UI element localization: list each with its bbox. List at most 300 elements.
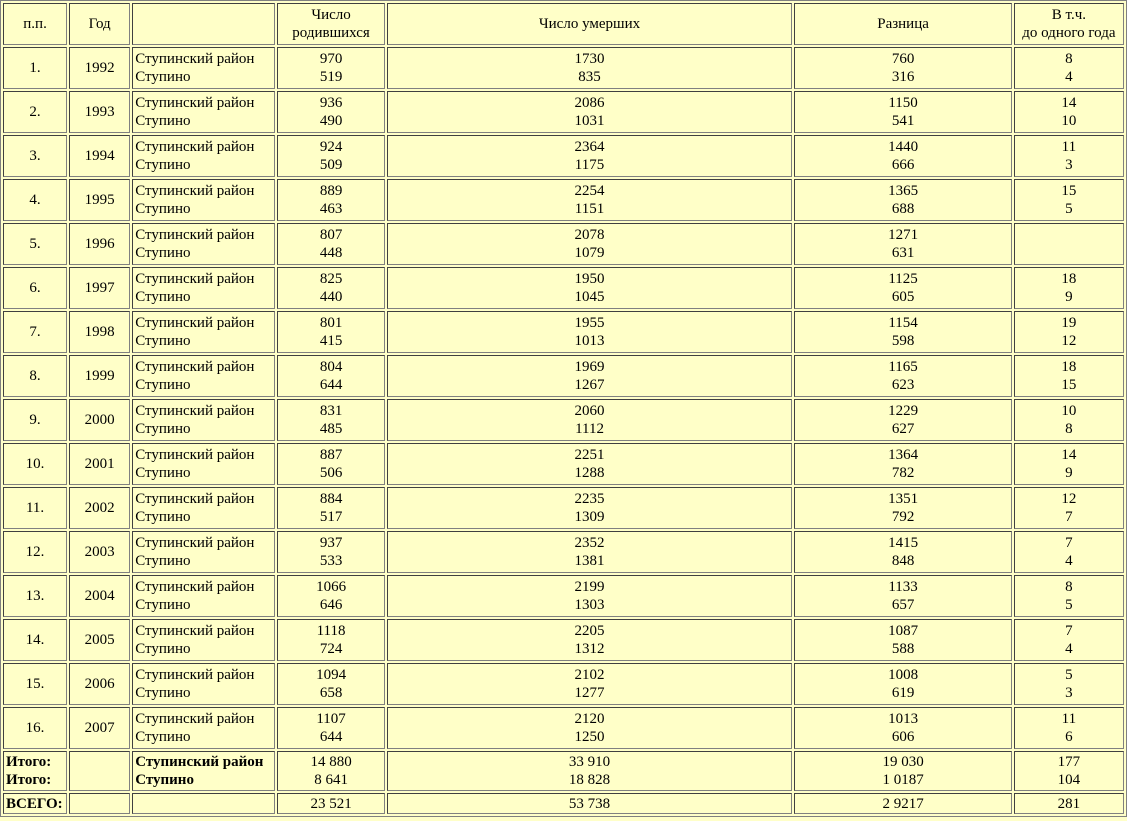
row-diff-2: 782 [891,465,915,481]
row-died-1: 2364 [574,139,605,155]
row-infant [1014,399,1124,441]
row-born [277,663,384,705]
row-infant-1: 18 [1061,271,1077,287]
row-infant-1: 11 [1061,711,1077,727]
row-area [132,531,275,573]
row-died-1: 2235 [574,491,605,507]
row-diff-1: 1271 [888,227,919,243]
row-infant-2: 8 [1065,421,1073,437]
row-area-2: Ступино [135,157,191,173]
row-born [277,531,384,573]
row-diff-1: 1154 [888,315,918,331]
row-born-2: 490 [319,113,343,129]
row-born-2: 509 [319,157,343,173]
row-diff [794,707,1011,749]
row-area [132,47,275,89]
row-infant [1014,311,1124,353]
row-died [387,91,793,133]
header-row [3,3,1124,45]
row-died-2: 1031 [574,113,605,129]
row-diff-2: 606 [891,729,915,745]
row-infant [1014,443,1124,485]
row-area-1: Ступинский район [135,271,255,287]
row-infant [1014,267,1124,309]
table-row [3,707,1124,749]
row-area-2: Ступино [135,201,191,217]
grand-born: 23 521 [277,793,384,814]
row-born-2: 646 [319,597,343,613]
row-died [387,399,793,441]
row-diff-2: 792 [891,509,915,525]
grand-year-empty [69,793,130,814]
row-year: 1995 [69,179,130,221]
row-area-1: Ступинский район [135,491,255,507]
header-born-line2: родившихся [292,25,370,41]
row-died [387,267,793,309]
row-died-1: 1950 [574,271,605,287]
row-died-2: 1151 [574,201,605,217]
table-row [3,443,1124,485]
row-died-2: 835 [578,69,601,85]
row-died-2: 1267 [574,377,605,393]
row-number: 15. [3,663,67,705]
row-died [387,707,793,749]
grand-infant: 281 [1014,793,1124,814]
table-row [3,311,1124,353]
row-area-2: Ступино [135,641,191,657]
row-infant-2: 4 [1065,69,1073,85]
row-number: 4. [3,179,67,221]
row-area-1: Ступинский район [135,315,255,331]
row-number: 12. [3,531,67,573]
table-row [3,531,1124,573]
row-diff [794,531,1011,573]
row-diff-2: 627 [891,421,915,437]
header-infant-line1: В т.ч. [1051,7,1086,23]
row-born-1: 801 [319,315,343,331]
row-area [132,707,275,749]
totals-diff-1: 19 030 [882,754,924,770]
row-number: 6. [3,267,67,309]
row-born-1: 804 [319,359,343,375]
row-died [387,531,793,573]
row-infant-1: 11 [1061,139,1077,155]
row-diff-1: 760 [891,51,915,67]
row-diff-1: 1165 [888,359,918,375]
row-infant-1: 5 [1065,667,1073,683]
row-infant-1: 8 [1065,51,1073,67]
row-born-1: 889 [319,183,343,199]
row-died-1: 2199 [574,579,605,595]
row-number: 2. [3,91,67,133]
totals-area-2: Ступино [135,772,194,788]
row-area-2: Ступино [135,509,191,525]
row-diff-2: 598 [891,333,915,349]
row-infant [1014,619,1124,661]
row-area-1: Ступинский район [135,227,255,243]
row-died-1: 1730 [574,51,605,67]
row-area-2: Ступино [135,69,191,85]
header-died: Число умерших [387,3,793,45]
row-born [277,91,384,133]
row-number: 14. [3,619,67,661]
totals-born-1: 14 880 [310,754,352,770]
row-died [387,443,793,485]
totals-infant [1014,751,1124,791]
row-infant-1: 18 [1061,359,1077,375]
header-infant-line2: до одного года [1022,25,1116,41]
row-area-1: Ступинский район [135,623,255,639]
table-row [3,179,1124,221]
row-area-2: Ступино [135,333,191,349]
totals-died-2: 18 828 [568,772,611,788]
row-year: 1996 [69,223,130,265]
row-area-2: Ступино [135,729,191,745]
row-infant [1014,223,1124,265]
row-diff [794,223,1011,265]
row-infant-2: 15 [1061,377,1077,393]
table-row [3,399,1124,441]
header-num: п.п. [3,3,67,45]
row-died [387,179,793,221]
row-number: 9. [3,399,67,441]
row-died-1: 1969 [574,359,605,375]
table-row [3,487,1124,529]
row-diff-2: 631 [891,245,915,261]
row-born-1: 936 [319,95,343,111]
table-row [3,663,1124,705]
table-row [3,619,1124,661]
row-born-2: 440 [319,289,343,305]
totals-born [277,751,384,791]
row-infant [1014,575,1124,617]
row-diff-1: 1364 [888,447,919,463]
totals-diff-2: 1 0187 [882,772,924,788]
row-number: 7. [3,311,67,353]
row-diff-1: 1013 [888,711,919,727]
header-born-line1: Число [311,7,351,23]
row-born-2: 517 [319,509,343,525]
row-diff [794,91,1011,133]
row-died [387,355,793,397]
row-area [132,443,275,485]
row-year: 2006 [69,663,130,705]
row-year: 2004 [69,575,130,617]
row-diff [794,267,1011,309]
row-born [277,135,384,177]
header-born [277,3,384,45]
row-diff-2: 619 [891,685,915,701]
row-born [277,47,384,89]
row-died-1: 2120 [574,711,605,727]
row-born [277,707,384,749]
row-infant-1: 14 [1061,447,1077,463]
row-diff-2: 588 [891,641,915,657]
row-number: 5. [3,223,67,265]
table-row [3,47,1124,89]
row-died-1: 2060 [574,403,605,419]
row-infant [1014,91,1124,133]
row-died-1: 2078 [574,227,605,243]
row-born [277,311,384,353]
row-died-1: 2205 [574,623,605,639]
row-area [132,223,275,265]
row-diff [794,47,1011,89]
row-infant [1014,179,1124,221]
row-diff-1: 1150 [888,95,918,111]
row-infant [1014,355,1124,397]
row-area [132,91,275,133]
row-area-1: Ступинский район [135,183,255,199]
row-born-1: 1094 [316,667,347,683]
row-diff-2: 688 [891,201,915,217]
row-area [132,487,275,529]
row-died [387,575,793,617]
row-born-2: 506 [319,465,343,481]
row-diff-2: 316 [891,69,915,85]
row-born-1: 831 [319,403,343,419]
row-area-1: Ступинский район [135,95,255,111]
row-died [387,619,793,661]
row-year: 1999 [69,355,130,397]
row-area-1: Ступинский район [135,51,255,67]
row-diff-2: 848 [891,553,915,569]
row-year: 2007 [69,707,130,749]
row-number: 3. [3,135,67,177]
row-area [132,355,275,397]
row-diff [794,179,1011,221]
row-area [132,575,275,617]
totals-row [3,751,1124,791]
row-infant-2: 5 [1065,597,1073,613]
row-infant-1: 8 [1065,579,1073,595]
table-row [3,91,1124,133]
row-area [132,267,275,309]
row-diff-1: 1133 [888,579,918,595]
row-born [277,575,384,617]
row-died-1: 2102 [574,667,605,683]
totals-infant-1: 177 [1057,754,1081,770]
row-born-1: 924 [319,139,343,155]
row-infant [1014,487,1124,529]
row-died [387,135,793,177]
row-died [387,663,793,705]
row-born [277,267,384,309]
header-year: Год [69,3,130,45]
row-infant-2: 10 [1061,113,1077,129]
row-born-2: 533 [319,553,343,569]
row-diff-1: 1415 [888,535,919,551]
row-infant-1: 10 [1061,403,1077,419]
row-year: 1993 [69,91,130,133]
row-born-2: 448 [319,245,343,261]
table-row [3,355,1124,397]
totals-label-1: Итого: [6,754,52,770]
row-born-2: 724 [319,641,343,657]
row-died-1: 2251 [574,447,605,463]
row-area [132,179,275,221]
row-born-1: 1066 [316,579,347,595]
row-diff [794,619,1011,661]
row-area-2: Ступино [135,553,191,569]
row-born [277,179,384,221]
table-row [3,575,1124,617]
row-died-1: 2254 [574,183,605,199]
row-born-2: 644 [319,729,343,745]
row-year: 2002 [69,487,130,529]
row-number: 1. [3,47,67,89]
row-infant-2: 6 [1065,729,1073,745]
row-diff-1: 1440 [888,139,919,155]
grand-area-empty [132,793,275,814]
row-infant-2: 9 [1065,289,1073,305]
row-infant-1: 15 [1061,183,1077,199]
row-born-1: 1118 [316,623,346,639]
row-diff [794,399,1011,441]
row-area [132,399,275,441]
row-area-2: Ступино [135,245,191,261]
row-infant-2: 4 [1065,553,1073,569]
row-area-1: Ступинский район [135,447,255,463]
row-born-1: 887 [319,447,343,463]
row-area-1: Ступинский район [135,359,255,375]
row-diff-1: 1125 [888,271,918,287]
row-died-2: 1250 [574,729,605,745]
row-born-1: 884 [319,491,343,507]
row-died-2: 1112 [575,421,604,437]
grand-died: 53 738 [387,793,793,814]
row-died [387,47,793,89]
row-infant-1: 7 [1065,623,1073,639]
row-diff [794,135,1011,177]
row-area [132,135,275,177]
grand-total-row [3,793,1124,814]
row-diff-1: 1365 [888,183,919,199]
totals-died [387,751,793,791]
row-died [387,311,793,353]
row-died-2: 1013 [574,333,605,349]
row-number: 16. [3,707,67,749]
row-born [277,355,384,397]
totals-died-1: 33 910 [568,754,611,770]
row-born [277,399,384,441]
row-born-2: 463 [319,201,343,217]
row-area-2: Ступино [135,597,191,613]
row-died-2: 1303 [574,597,605,613]
row-died-2: 1288 [574,465,605,481]
row-died-2: 1312 [574,641,605,657]
row-year: 2003 [69,531,130,573]
row-infant [1014,663,1124,705]
row-year: 1998 [69,311,130,353]
table-row [3,267,1124,309]
row-diff-1: 1087 [888,623,919,639]
grand-diff: 2 9217 [794,793,1011,814]
row-died [387,487,793,529]
row-diff-2: 605 [891,289,915,305]
totals-area [132,751,275,791]
row-died-1: 1955 [574,315,605,331]
row-area-1: Ступинский район [135,403,255,419]
totals-diff [794,751,1011,791]
row-infant [1014,531,1124,573]
totals-infant-2: 104 [1057,772,1081,788]
table-row [3,135,1124,177]
row-died-2: 1079 [574,245,605,261]
header-infant [1014,3,1124,45]
row-born-2: 519 [319,69,343,85]
row-infant-2: 5 [1065,201,1073,217]
table-row [3,223,1124,265]
totals-born-2: 8 641 [314,772,348,788]
row-infant-1: 12 [1061,491,1077,507]
header-area [132,3,275,45]
row-diff-2: 541 [891,113,915,129]
row-year: 1997 [69,267,130,309]
row-died-1: 2086 [574,95,605,111]
row-year: 2000 [69,399,130,441]
row-infant-2: 4 [1065,641,1073,657]
row-infant-1: 19 [1061,315,1077,331]
row-infant-2: 12 [1061,333,1077,349]
row-diff-1: 1351 [888,491,919,507]
row-died-1: 2352 [574,535,605,551]
row-diff [794,443,1011,485]
row-area-2: Ступино [135,465,191,481]
row-area-2: Ступино [135,289,191,305]
row-diff [794,575,1011,617]
row-diff-1: 1008 [888,667,919,683]
row-born-1: 970 [319,51,343,67]
row-died-2: 1175 [574,157,605,173]
row-area-2: Ступино [135,421,191,437]
row-born [277,487,384,529]
row-diff-2: 623 [891,377,915,393]
row-died-2: 1381 [574,553,605,569]
row-diff [794,663,1011,705]
row-diff-2: 666 [891,157,915,173]
totals-area-1: Ступинский район [135,754,264,770]
row-infant-2: 3 [1065,157,1073,173]
row-area [132,619,275,661]
row-infant [1014,707,1124,749]
row-diff [794,487,1011,529]
row-diff [794,355,1011,397]
row-diff-2: 657 [891,597,915,613]
row-born-2: 658 [319,685,343,701]
row-infant-1: 7 [1065,535,1073,551]
row-area-1: Ступинский район [135,535,255,551]
row-died-2: 1045 [574,289,605,305]
row-area-2: Ступино [135,377,191,393]
row-year: 1994 [69,135,130,177]
grand-label: ВСЕГО: [3,793,67,814]
row-area-1: Ступинский район [135,711,255,727]
totals-year-empty [69,751,130,791]
row-born-2: 415 [319,333,343,349]
row-area-1: Ступинский район [135,579,255,595]
row-number: 8. [3,355,67,397]
row-number: 11. [3,487,67,529]
row-infant-2: 7 [1065,509,1073,525]
row-area [132,311,275,353]
row-born [277,619,384,661]
row-number: 10. [3,443,67,485]
row-diff-1: 1229 [888,403,919,419]
row-year: 1992 [69,47,130,89]
row-born [277,443,384,485]
row-infant [1014,135,1124,177]
